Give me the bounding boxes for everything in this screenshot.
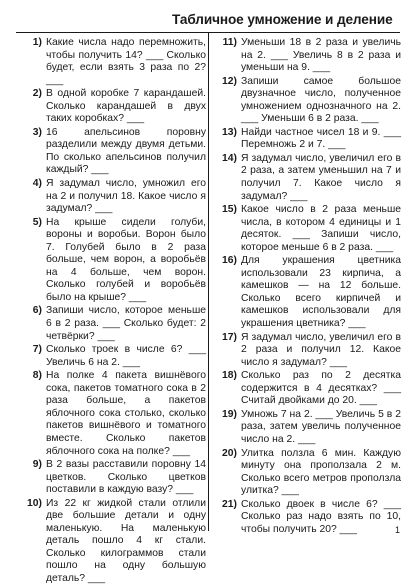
exercise-text: Найди частное чисел 18 и 9. ___ Перемножь 2 и 7. ___ xyxy=(241,126,401,151)
exercise-item xyxy=(16,178,206,216)
exercise-item xyxy=(211,204,401,254)
exercise-text: Сколько раз по 2 десятка содержится в 4 десятках? ___ Считай двойками до 20. ___ xyxy=(241,370,401,407)
exercise-number: 9) xyxy=(32,459,42,471)
column-divider xyxy=(208,33,209,531)
exercise-text: Улитка ползла 6 мин. Каждую минуту она проползала 2 м. Сколько всего метров проползла улитка? ___ xyxy=(241,447,401,497)
exercise-number: 12) xyxy=(222,75,237,87)
left-column xyxy=(16,37,206,587)
exercise-item xyxy=(16,88,206,126)
exercise-text: Для украшения цветника использовали 23 кирпича, а камешков — на 12 больше. Сколько всего кирпичей и камешков использовали для украшения цветника? ___ xyxy=(241,255,401,330)
exercise-number: 6) xyxy=(32,305,42,317)
exercise-number: 20) xyxy=(222,447,237,459)
exercise-item xyxy=(211,153,401,203)
exercise-item xyxy=(211,37,401,75)
exercise-text: На полке 4 пакета вишнёвого сока, пакетов томатного сока в 2 раза больше, а пакетов яблочного сока столько, сколько пакетов вишнёвого и томатного вместе. Сколько пакетов яблочного сока на полке? ___ xyxy=(46,370,206,457)
exercise-number: 21) xyxy=(222,498,237,510)
exercise-number: 1) xyxy=(32,37,42,48)
exercise-text: В одной коробке 7 карандашей. Сколько карандашей в двух таких коробках? ___ xyxy=(46,88,206,125)
exercise-item xyxy=(16,459,206,497)
page-number: 1 xyxy=(395,525,401,535)
exercise-text: На крыше сидели голуби, вороны и воробьи. Ворон было 7. Голубей было в 2 раза больше, чем ворон, а воробьёв на 4 больше, чем ворон. Сколько голубей и воробьёв было на крыше? ___ xyxy=(46,216,206,303)
exercise-item xyxy=(211,409,401,447)
exercise-number: 14) xyxy=(222,152,237,164)
exercise-item xyxy=(211,499,401,537)
exercise-number: 17) xyxy=(222,331,237,343)
exercise-number: 16) xyxy=(222,255,237,267)
exercise-number: 3) xyxy=(32,126,42,138)
exercise-number: 5) xyxy=(32,216,42,228)
exercise-number: 19) xyxy=(222,408,237,420)
exercise-text: Какие числа надо перемножить, чтобы получить 14? ___ Сколько будет, если взять 3 раза по 2? ___ xyxy=(46,37,206,86)
exercise-number: 15) xyxy=(222,204,237,216)
exercise-number: 10) xyxy=(27,497,42,509)
exercise-item xyxy=(16,370,206,458)
exercise-number: 13) xyxy=(222,126,237,138)
exercise-item xyxy=(211,332,401,370)
exercise-item xyxy=(16,305,206,343)
exercise-text: Я задумал число, умножил его на 2 и получил 18. Какое число я задумал? ___ xyxy=(46,178,206,215)
exercise-text: Я задумал число, увеличил его в 2 раза и получил 12. Какое число я задумал? ___ xyxy=(241,331,401,368)
exercise-number: 7) xyxy=(32,344,42,356)
exercise-number: 8) xyxy=(32,370,42,382)
exercise-text: Я задумал число, увеличил его в 2 раза, а затем уменьшил на 7 и получил 7. Какое число я задумал? ___ xyxy=(241,152,401,202)
exercise-item xyxy=(211,255,401,330)
exercise-item xyxy=(211,370,401,408)
exercise-number: 11) xyxy=(222,37,237,48)
exercise-text: Запиши самое большое двузначное число, полученное умножением однозначного на 2. ___ Уменьши 6 в 2 раза. ___ xyxy=(241,75,401,125)
exercise-number: 4) xyxy=(32,178,42,190)
exercise-text: 16 апельсинов поровну разделили между двумя детьми. По сколько апельсинов получил каждый? ___ xyxy=(46,126,206,176)
exercise-text: Сколько троек в числе 6? ___ Увеличь 6 на 2. ___ xyxy=(46,344,206,368)
right-column xyxy=(211,37,401,537)
exercise-number: 2) xyxy=(32,88,42,100)
exercise-item xyxy=(16,498,206,586)
exercise-text: Из 22 кг жидкой стали отлили две большие детали и одну маленькую. На маленькую деталь пошло 4 кг стали. Сколько килограммов стали пошло на одну большую деталь? ___ xyxy=(46,497,206,584)
exercise-item xyxy=(211,448,401,498)
exercise-item xyxy=(211,76,401,126)
exercise-text: Какое число в 2 раза меньше числа, в котором 4 единицы и 1 десяток. ___ Запиши число, которое меньше 6 в 2 раза. ___ xyxy=(241,204,401,253)
page-title: Табличное умножение и деление xyxy=(172,12,393,27)
exercise-number: 18) xyxy=(222,370,237,382)
exercise-text: В 2 вазы расставили поровну 14 цветков. Сколько цветков поставили в каждую вазу? ___ xyxy=(46,459,206,496)
exercise-text: Умножь 7 на 2. ___ Увеличь 5 в 2 раза, затем увеличь полученное число на 2. ___ xyxy=(241,408,401,445)
exercise-item xyxy=(16,37,206,87)
exercise-item xyxy=(16,127,206,177)
exercise-item xyxy=(16,344,206,369)
exercise-text: Запиши число, которое меньше 6 в 2 раза. ___ Сколько будет: 2 четвёрки? ___ xyxy=(46,305,206,342)
exercise-item xyxy=(211,127,401,152)
exercise-text: Уменьши 18 в 2 раза и увеличь на 2. ___ Увеличь 8 в 2 раза и уменьши на 9. ___ xyxy=(241,37,401,74)
exercise-text: Сколько двоек в числе 6? ___ Сколько раз надо взять по 10, чтобы получить 20? ___ xyxy=(241,498,401,535)
exercise-item xyxy=(16,217,206,305)
